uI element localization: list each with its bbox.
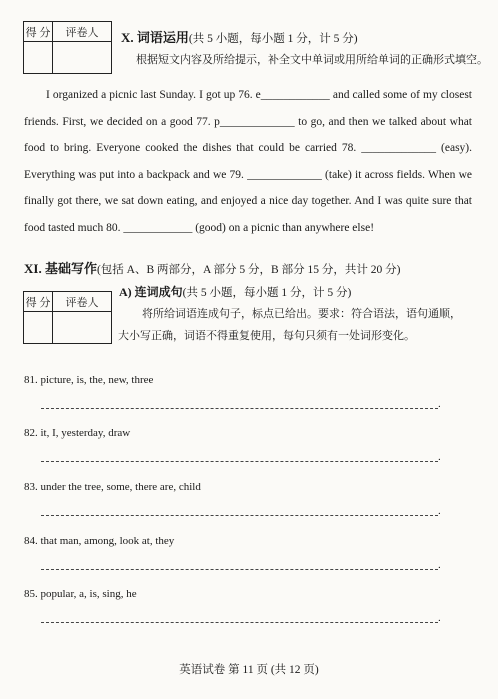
section-11-title: XI. 基础写作	[24, 261, 97, 276]
score-label: 得 分	[24, 292, 53, 312]
cloze-passage: I organized a picnic last Sunday. I got up 76. e____________ and called some of my closest friends. First, we decided on a good 77. p_____________ to go, and then we talked about what food to bring. Everyone cooked the dishes that could be carried 78. _____________ (easy). Everything was put into a backpack and we 79. _____________ (take) it across fields. When we finally got there, we sat down eating, and enjoyed a nice day together. And I was quite sure that food tasted much 80. ____________ (good) on a picnic than anywhere else!	[24, 89, 472, 234]
question-81: 81. picture, is, the, new, three	[24, 374, 154, 386]
question-84: 84. that man, among, look at, they	[24, 535, 175, 547]
score-label: 得 分	[24, 22, 53, 42]
answer-period-83: .	[438, 505, 441, 517]
answer-period-81: .	[438, 398, 441, 410]
score-cell[interactable]	[24, 312, 53, 344]
part-a-note: (共 5 小题，每小题 1 分，计 5 分)	[182, 287, 352, 299]
part-a-title: A) 连词成句	[119, 285, 183, 299]
question-83: 83. under the tree, some, there are, child	[24, 481, 201, 493]
answer-line-82[interactable]	[41, 461, 438, 462]
answer-line-83[interactable]	[41, 515, 438, 516]
section-10-title: X. 词语运用	[121, 30, 189, 45]
page-footer: 英语试卷 第 11 页 (共 12 页)	[179, 664, 319, 676]
answer-line-85[interactable]	[41, 622, 438, 623]
part-a-heading	[119, 283, 351, 300]
section-11-note: (包括 A、B 两部分，A 部分 5 分，B 部分 15 分，共计 20 分)	[96, 264, 401, 276]
score-cell[interactable]	[24, 42, 53, 74]
grader-label: 评卷人	[53, 292, 112, 312]
grader-cell[interactable]	[53, 312, 112, 344]
part-a-instruction-line-2: 大小写正确，词语不得重复使用，每句只须有一处词形变化。	[118, 330, 415, 342]
section-11-heading	[24, 258, 400, 277]
score-table-section-11	[23, 291, 112, 344]
answer-line-84[interactable]	[41, 569, 438, 570]
answer-period-85: .	[438, 612, 441, 624]
question-82: 82. it, I, yesterday, draw	[24, 427, 131, 439]
section-10-instruction: 根据短文内容及所给提示，补全文中单词或用所给单词的正确形式填空。	[136, 54, 488, 66]
answer-line-81[interactable]	[41, 408, 438, 409]
grader-label: 评卷人	[53, 22, 112, 42]
answer-period-82: .	[438, 451, 441, 463]
answer-period-84: .	[438, 559, 441, 571]
question-85: 85. popular, a, is, sing, he	[24, 588, 137, 600]
part-a-instruction-line-1: 将所给词语连成句子，标点已给出。要求：符合语法，语句通顺，	[142, 308, 461, 320]
section-10-heading	[121, 27, 358, 46]
section-10-note: (共 5 小题，每小题 1 分，计 5 分)	[188, 33, 358, 45]
grader-cell[interactable]	[53, 42, 112, 74]
score-table-section-10	[23, 21, 112, 74]
